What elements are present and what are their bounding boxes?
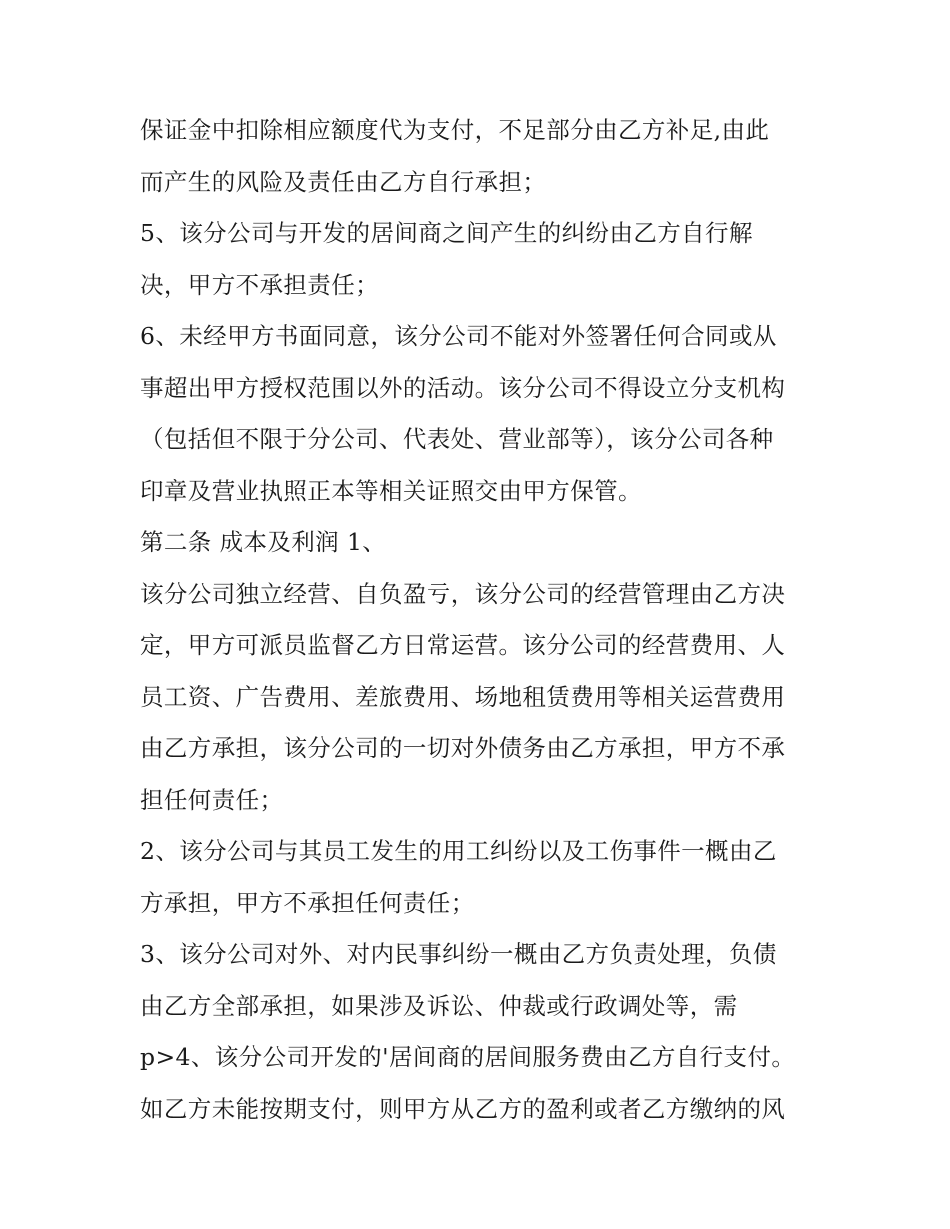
text-line: 担任何责任；: [140, 785, 284, 814]
text-line: 6、未经甲方书面同意，该分公司不能对外签署任何合同或从: [140, 322, 777, 350]
text-line: 事超出甲方授权范围以外的活动。该分公司不得设立分支机构: [140, 373, 786, 402]
text-line: 而产生的风险及责任由乙方自行承担；: [140, 167, 547, 196]
text-line: 印章及营业执照正本等相关证照交由甲方保管。: [140, 476, 642, 505]
text-line: 该分公司独立经营、自负盈亏，该分公司的经营管理由乙方决: [140, 579, 786, 608]
text-line: 5、该分公司与开发的居间商之间产生的纠纷由乙方自行解: [140, 219, 753, 247]
text-line: p>4、该分公司开发的'居间商的居间服务费由乙方自行支付。: [140, 1043, 796, 1071]
text-line: 定，甲方可派员监督乙方日常运营。该分公司的经营费用、人: [140, 631, 786, 659]
text-line: 由乙方承担，该分公司的一切对外债务由乙方承担，甲方不承: [140, 734, 786, 762]
text-line: 决，甲方不承担责任；: [140, 270, 379, 299]
text-line: 保证金中扣除相应额度代为支付，不足部分由乙方补足,由此: [140, 116, 770, 144]
text-line: 3、该分公司对外、对内民事纠纷一概由乙方负责处理，负债: [140, 940, 777, 968]
document-body: [140, 105, 830, 1135]
text-line: （包括但不限于分公司、代表处、营业部等），该分公司各种: [140, 425, 774, 453]
text-line: 方承担，甲方不承担任何责任；: [140, 888, 475, 917]
text-line: 由乙方全部承担，如果涉及诉讼、仲裁或行政调处等，需: [140, 991, 738, 1020]
text-line: 员工资、广告费用、差旅费用、场地租赁费用等相关运营费用: [140, 682, 786, 711]
text-line: 如乙方未能按期支付，则甲方从乙方的盈利或者乙方缴纳的风: [140, 1094, 786, 1123]
section-heading: 第二条 成本及利润 1、: [140, 528, 387, 556]
text-line: 2、该分公司与其员工发生的用工纠纷以及工伤事件一概由乙: [140, 837, 777, 865]
